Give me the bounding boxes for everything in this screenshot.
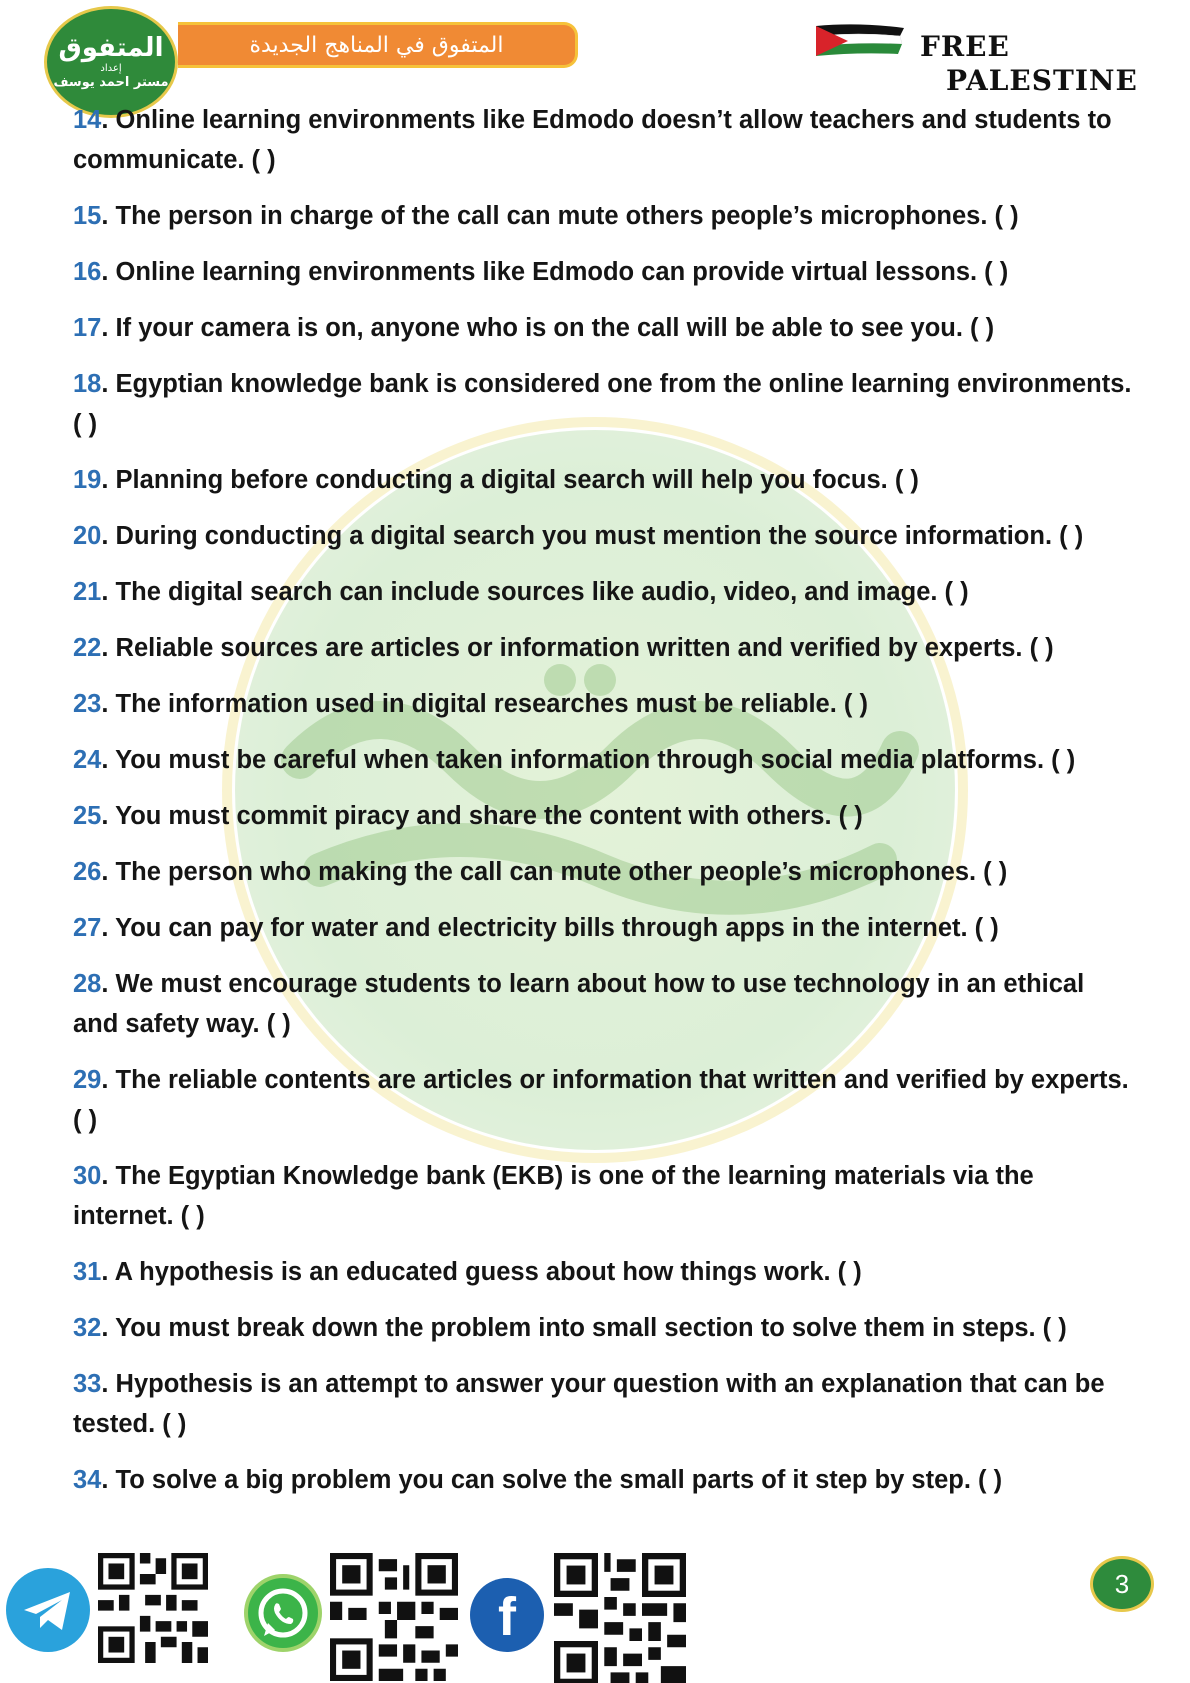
question-text: . You must commit piracy and share the content with others. ( ) [101, 802, 863, 830]
question-item [73, 1156, 1133, 1236]
question-number: 26 [73, 858, 102, 886]
question-text: . If your camera is on, anyone who is on the call will be able to see you. ( ) [101, 314, 995, 342]
question-item [73, 684, 1133, 724]
question-text: . Egyptian knowledge bank is considered one from the online learning environments. ( ) [73, 370, 1132, 438]
whatsapp-phone-icon [248, 1578, 318, 1648]
question-item [73, 1364, 1133, 1444]
question-text: . Online learning environments like Edmodo can provide virtual lessons. ( ) [101, 258, 1009, 286]
question-text: . The Egyptian Knowledge bank (EKB) is one of the learning materials via the internet. ( ) [73, 1162, 1034, 1230]
question-text: . We must encourage students to learn about how to use technology in an ethical and safety way. ( ) [73, 970, 1085, 1038]
question-item [73, 460, 1133, 500]
question-text: . You can pay for water and electricity bills through apps in the internet. ( ) [101, 914, 999, 942]
logo-subtitle: إعداد [100, 63, 122, 74]
question-number: 17 [73, 314, 102, 342]
whatsapp-icon[interactable] [244, 1574, 322, 1652]
question-number: 21 [73, 578, 102, 606]
question-number: 27 [73, 914, 102, 942]
question-item [73, 852, 1133, 892]
question-text: . During conducting a digital search you must mention the source information. ( ) [101, 522, 1084, 550]
question-number: 24 [73, 746, 102, 774]
question-item [73, 1308, 1133, 1348]
question-text: . Hypothesis is an attempt to answer your question with an explanation that can be tested. ( ) [73, 1370, 1105, 1438]
question-item [73, 196, 1133, 236]
question-text: . The person in charge of the call can mute others people’s microphones. ( ) [101, 202, 1019, 230]
telegram-icon[interactable] [6, 1568, 90, 1652]
question-item [73, 1252, 1133, 1292]
question-number: 18 [73, 370, 102, 398]
question-number: 30 [73, 1162, 102, 1190]
palestine-flag-icon [808, 22, 908, 58]
logo-title: المتفوق [58, 33, 164, 63]
question-number: 22 [73, 634, 102, 662]
question-text: . The information used in digital researches must be reliable. ( ) [101, 690, 868, 718]
question-number: 28 [73, 970, 102, 998]
question-item [73, 572, 1133, 612]
telegram-plane-icon [6, 1568, 90, 1652]
question-item [73, 308, 1133, 348]
question-number: 16 [73, 258, 102, 286]
question-number: 32 [73, 1314, 102, 1342]
question-text: . The digital search can include sources like audio, video, and image. ( ) [101, 578, 969, 606]
palestine-line: PALESTINE [946, 64, 1138, 97]
question-text: . Online learning environments like Edmodo doesn’t allow teachers and students to communicate. ( ) [73, 106, 1112, 174]
header-banner: المتفوق في المناهج الجديدة [178, 22, 578, 68]
question-text: . You must break down the problem into small section to solve them in steps. ( ) [101, 1314, 1067, 1342]
question-item [73, 796, 1133, 836]
telegram-qr-code[interactable] [98, 1553, 208, 1663]
facebook-glyph: f [498, 1587, 516, 1647]
question-text: . You must be careful when taken information through social media platforms. ( ) [101, 746, 1076, 774]
question-item [73, 908, 1133, 948]
question-text: . To solve a big problem you can solve the small parts of it step by step. ( ) [101, 1466, 1003, 1494]
facebook-qr-code[interactable] [554, 1553, 686, 1683]
question-text: . The reliable contents are articles or information that written and verified by experts. ( ) [73, 1066, 1129, 1134]
question-text: . Reliable sources are articles or information written and verified by experts. ( ) [101, 634, 1054, 662]
question-number: 34 [73, 1466, 102, 1494]
question-text: . The person who making the call can mute other people’s microphones. ( ) [101, 858, 1008, 886]
question-number: 15 [73, 202, 102, 230]
question-item [73, 1460, 1133, 1500]
question-number: 25 [73, 802, 102, 830]
question-text: . Planning before conducting a digital search will help you focus. ( ) [101, 466, 919, 494]
question-number: 19 [73, 466, 102, 494]
question-item [73, 1060, 1133, 1140]
question-number: 33 [73, 1370, 102, 1398]
question-item [73, 364, 1133, 444]
facebook-icon[interactable] [470, 1578, 544, 1652]
question-list [73, 100, 1133, 1516]
question-number: 20 [73, 522, 102, 550]
question-text: . A hypothesis is an educated guess about how things work. ( ) [101, 1258, 862, 1286]
question-item [73, 516, 1133, 556]
question-item [73, 964, 1133, 1044]
logo-author: مستر احمد يوسف [53, 75, 169, 90]
whatsapp-qr-code[interactable] [330, 1553, 458, 1681]
question-number: 14 [73, 106, 102, 134]
question-number: 31 [73, 1258, 102, 1286]
question-item [73, 252, 1133, 292]
free-palestine-text [920, 30, 1160, 98]
question-item [73, 628, 1133, 668]
question-number: 23 [73, 690, 102, 718]
question-item [73, 740, 1133, 780]
question-number: 29 [73, 1066, 102, 1094]
question-item [73, 100, 1133, 180]
page-number: 3 [1090, 1556, 1154, 1612]
free-line: FREE [920, 30, 1010, 63]
